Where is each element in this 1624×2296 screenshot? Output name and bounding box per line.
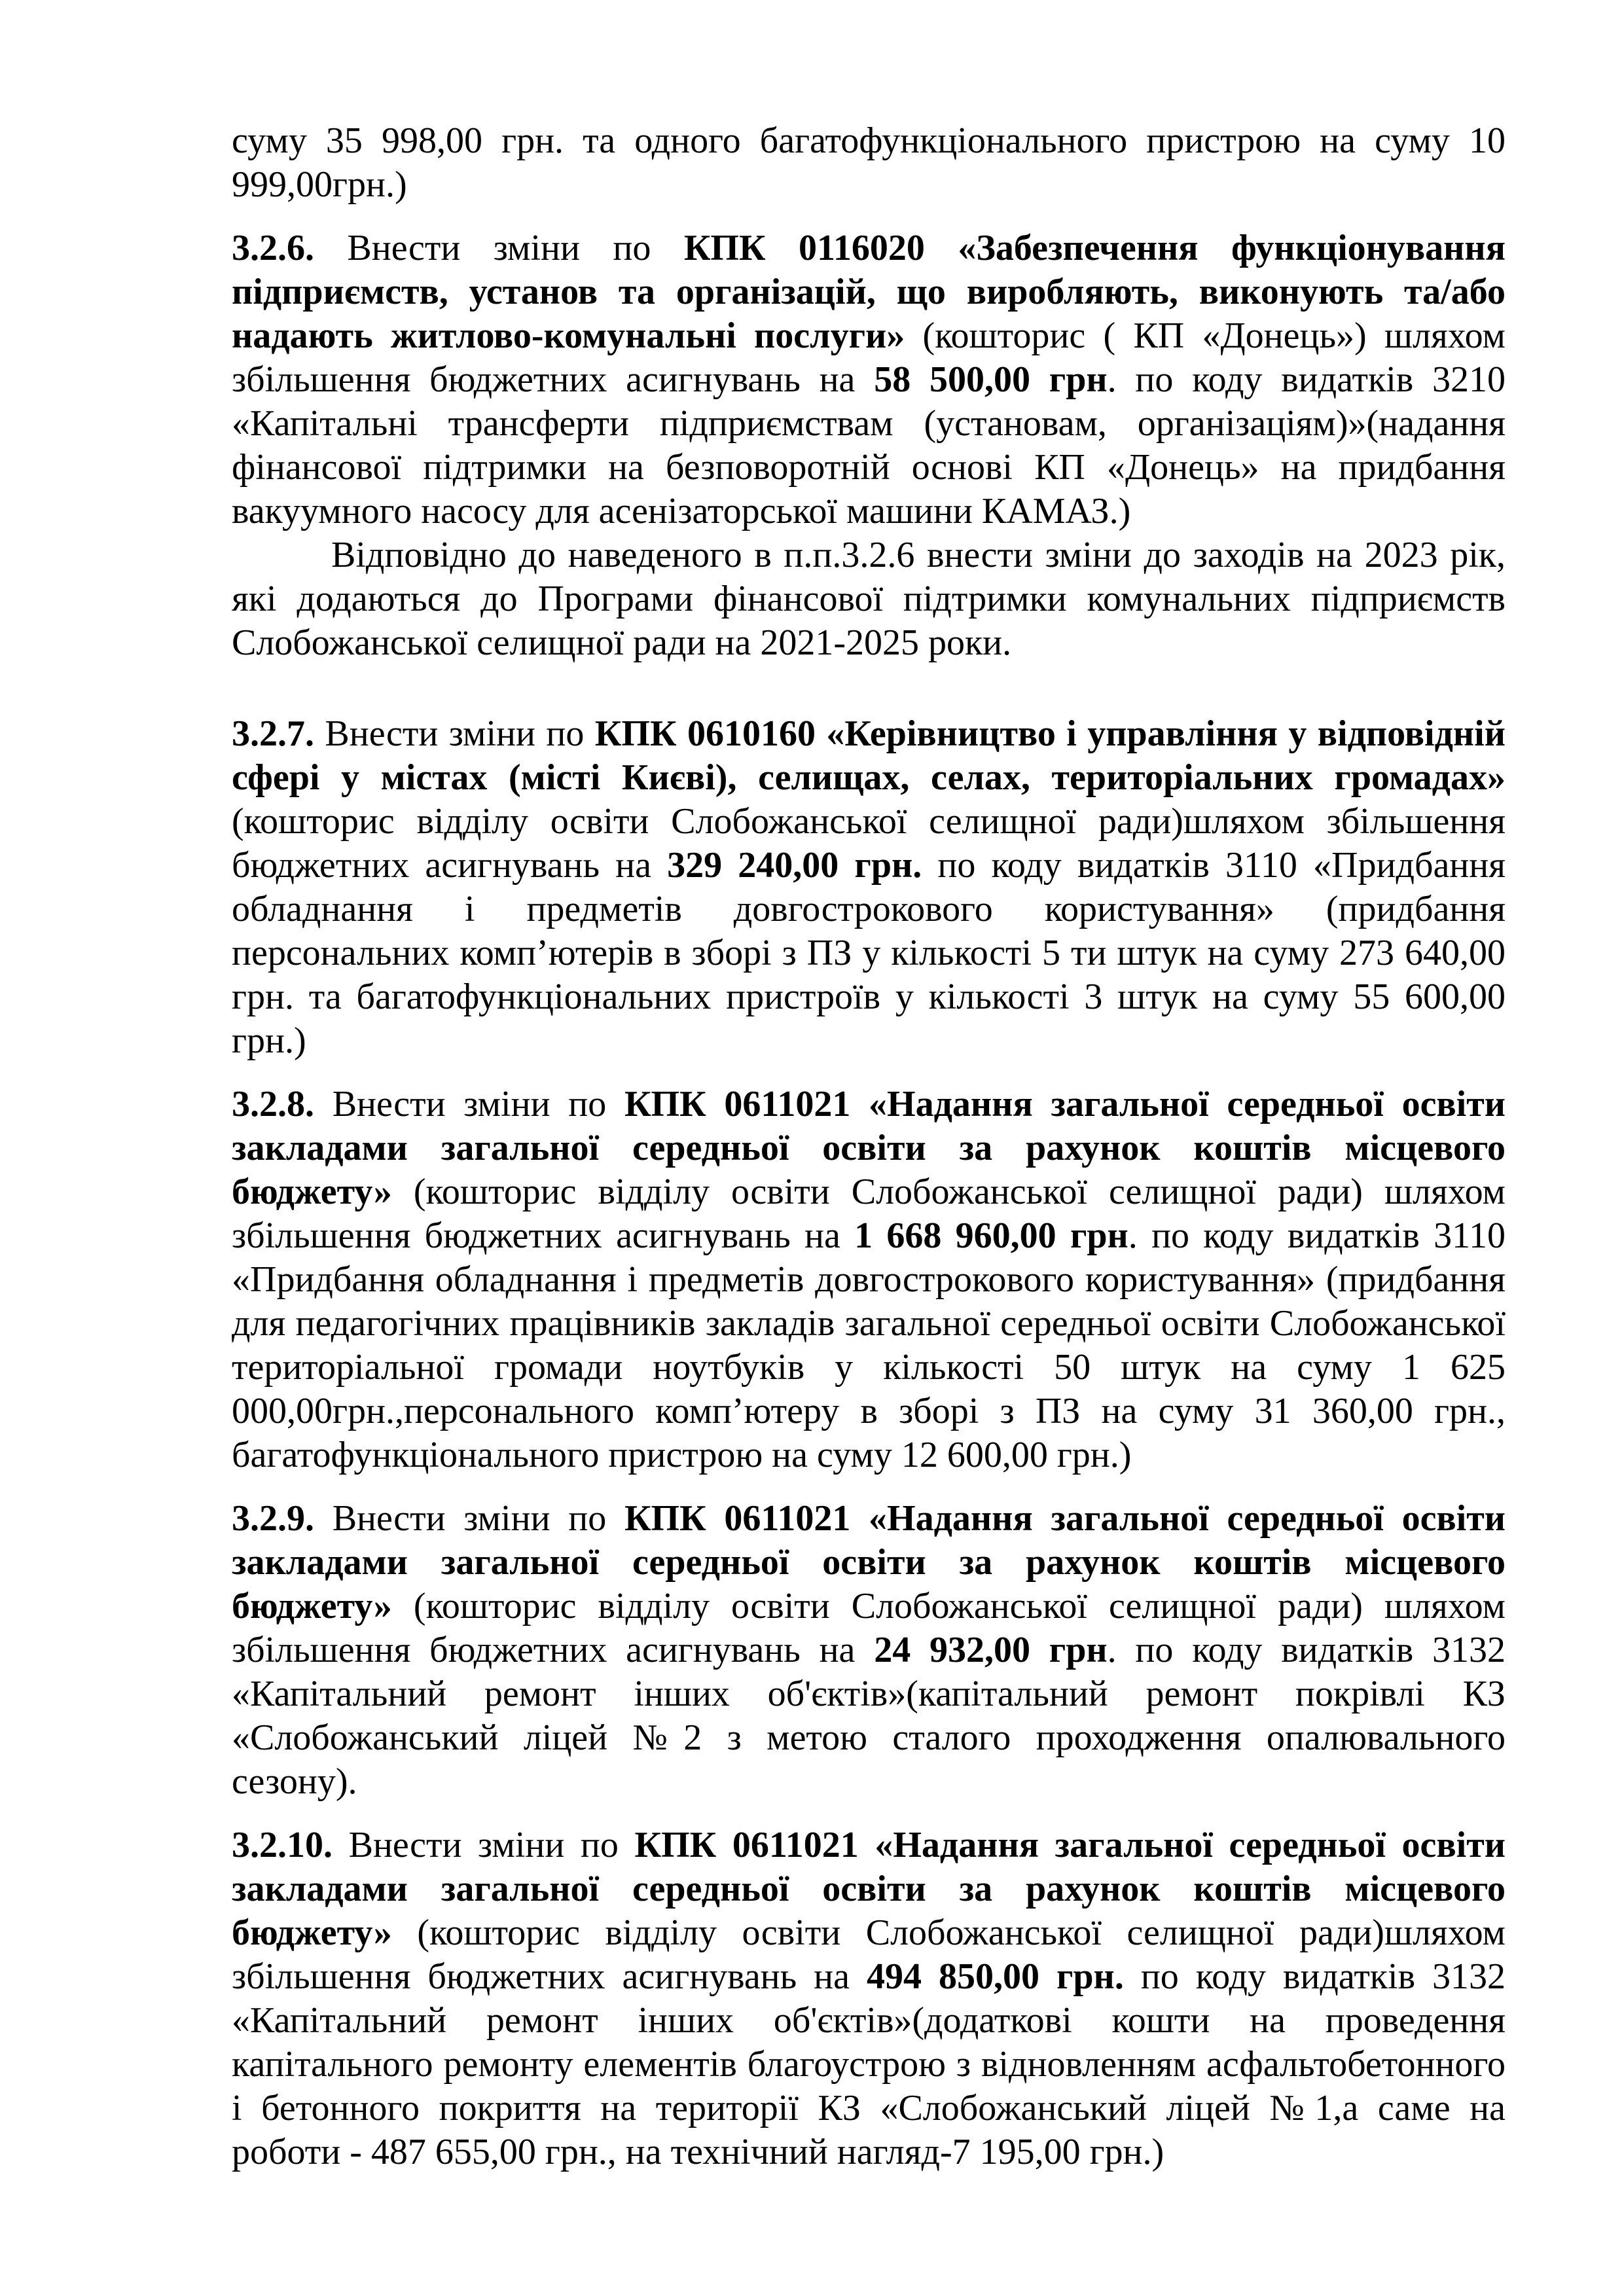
text-run: КПК 0116020 «Забезпечення функціонування підприємств, установ та організацій, що виробляють, виконують та/або надають житлово-комунальні послуги» [232, 228, 1506, 356]
text-run: 3.2.8. [232, 1084, 314, 1124]
text-run: КПК 0610160 «Керівництво і управління у відповідній сфері у містах (місті Києві), селищах, селах, територіальних громадах» [232, 713, 1506, 798]
text-run: 24 932,00 грн [874, 1630, 1108, 1670]
text-run: 3.2.7. [232, 713, 314, 754]
text-run: по коду видатків 3132 «Капітальний ремонт інших об'єктів»(додаткові кошти на проведення капітального ремонту елементів благоустрою з відновленням асфальтобетонного і бетонного покриття на території КЗ «Слобожанський ліцей №1,а саме на роботи - 487 655,00 грн., на технічний нагляд-7 195,00 грн.) [232, 1956, 1506, 2172]
text-run: Відповідно до наведеного в п.п.3.2.6 внести зміни до заходів на 2023 рік, які додаються до Програми фінансової підтримки комунальних підприємств Слобожанської селищної ради на 2021-2025 роки. [232, 535, 1506, 663]
paragraph-3-2-8 [232, 1083, 1506, 1477]
text-run: Внести зміни по [333, 1825, 635, 1865]
text-run: . по коду видатків 3210 «Капітальні трансферти підприємствам (установам, організаціям)»(надання фінансової підтримки на безповоротній основі КП «Донець» на придбання вакуумного насосу для асенізаторської машини КАМАЗ.) [232, 359, 1506, 531]
paragraph-vidpovidno [232, 533, 1506, 665]
text-run: суму 35 998,00 грн. та одного багатофункціонального пристрою на суму 10 999,00грн.) [232, 120, 1506, 205]
paragraph-3-2-10 [232, 1823, 1506, 2174]
text-run: . по коду видатків 3110 «Придбання обладнання і предметів довгострокового користування» (придбання для педагогічних працівників закладів загальної середньої освіти Слобожанської територіальної громади ноутбуків у кількості 50 штук на суму 1 625 000,00грн.,персонального комп’ютеру в зборі з ПЗ на суму 31 360,00 грн., багатофункціонального пристрою на суму 12 600,00 грн.) [232, 1215, 1506, 1475]
text-run: (кошторис відділу освіти Слобожанської селищної ради) шляхом збільшення бюджетних асигнувань на [232, 1172, 1506, 1256]
text-run: 3.2.10. [232, 1825, 333, 1865]
text-run: КПК 0611021 «Надання загальної середньої освіти закладами загальної середньої освіти за рахунок коштів місцевого бюджету» [232, 1498, 1506, 1626]
paragraph-continuation [232, 119, 1506, 207]
text-run: Внести зміни по [314, 1084, 624, 1124]
text-run: 58 500,00 грн [874, 359, 1108, 400]
text-run: по коду видатків 3110 «Придбання обладнання і предметів довгострокового користування» (придбання персональних комп’ютерів в зборі з ПЗ у кількості 5 ти штук на суму 273 640,00 грн. та багатофункціональних пристроїв у кількості 3 штук на суму 55 600,00 грн.) [232, 845, 1506, 1061]
text-run: 329 240,00 грн. [667, 845, 922, 886]
paragraph-3-2-6 [232, 226, 1506, 533]
text-run: (кошторис відділу освіти Слобожанської селищної ради) шляхом збільшення бюджетних асигнувань на [232, 1586, 1506, 1670]
text-run: 3.2.6. [232, 228, 314, 268]
text-run: 1 668 960,00 грн [854, 1215, 1128, 1256]
text-run: 3.2.9. [232, 1498, 314, 1539]
paragraph-3-2-9 [232, 1497, 1506, 1804]
text-run: (кошторис відділу освіти Слобожанської селищної ради)шляхом збільшення бюджетних асигнувань на [232, 801, 1506, 886]
text-run: 494 850,00 грн. [867, 1956, 1124, 1997]
text-run: КПК 0611021 «Надання загальної середньої освіти закладами загальної середньої освіти за рахунок коштів місцевого бюджету» [232, 1084, 1506, 1212]
text-run: . по коду видатків 3132 «Капітальний ремонт інших об'єктів»(капітальний ремонт покрівлі КЗ «Слобожанський ліцей №2 з метою сталого проходження опалювального сезону). [232, 1630, 1506, 1802]
text-run: (кошторис ( КП «Донець») шляхом збільшення бюджетних асигнувань на [232, 315, 1506, 400]
text-run: КПК 0611021 «Надання загальної середньої освіти закладами загальної середньої освіти за рахунок коштів місцевого бюджету» [232, 1825, 1506, 1953]
text-run: Внести зміни по [314, 228, 684, 268]
document-body [232, 119, 1506, 2174]
paragraph-3-2-7 [232, 712, 1506, 1063]
text-run: Внести зміни по [314, 713, 595, 754]
text-run: (кошторис відділу освіти Слобожанської селищної ради)шляхом збільшення бюджетних асигнувань на [232, 1912, 1506, 1997]
text-run: Внести зміни по [314, 1498, 624, 1539]
